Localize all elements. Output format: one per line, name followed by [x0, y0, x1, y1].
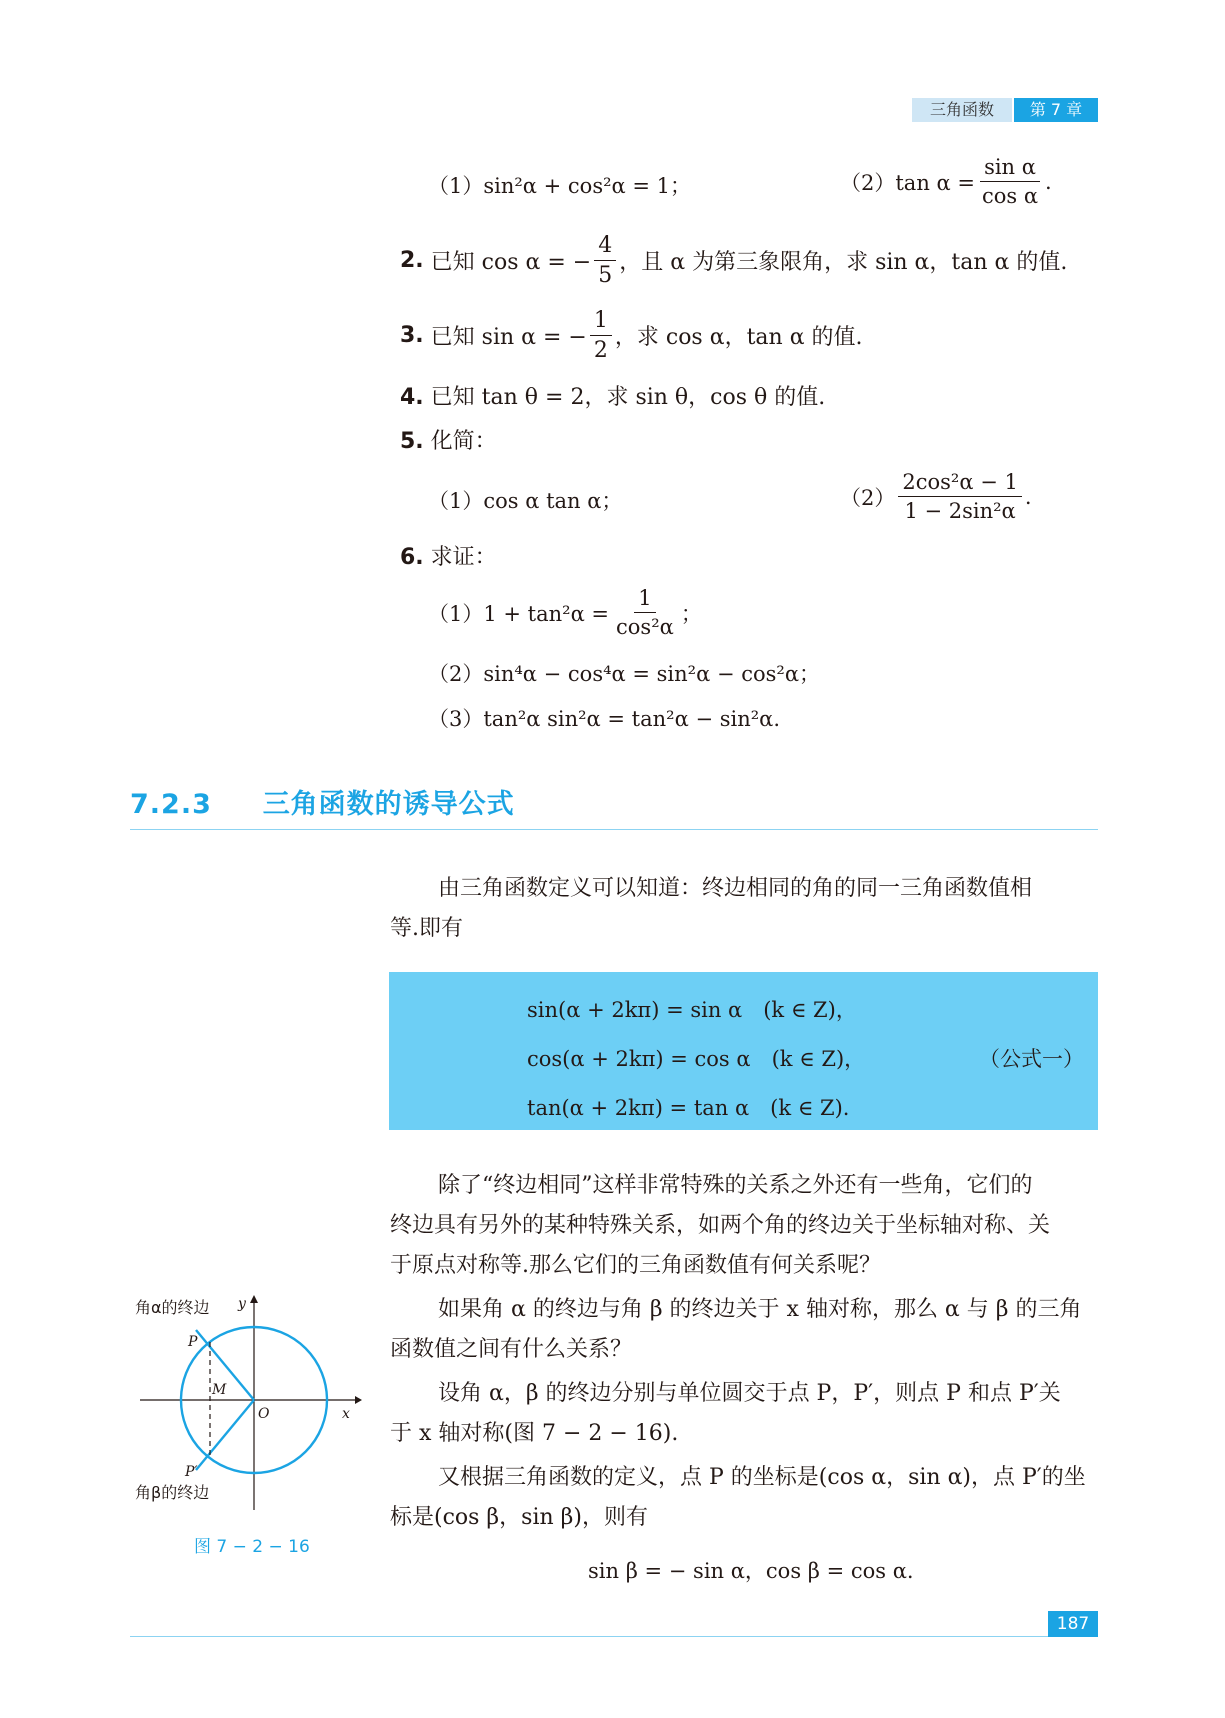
- chapter-number-tab: 第 7 章: [1014, 98, 1098, 122]
- result-equation: sin β = − sin α，cos β = cos α.: [588, 1559, 914, 1583]
- y-axis-arrow: [250, 1295, 258, 1303]
- page-number: 187: [1048, 1611, 1098, 1637]
- exercise-text: ，且 α 为第三象限角，求 sin α，tan α 的值.: [619, 250, 1068, 276]
- chapter-name-tab: 三角函数: [912, 98, 1012, 122]
- exercise-text: 化简：: [430, 429, 497, 454]
- paragraph-4: [390, 1458, 1098, 1538]
- paragraph-line: 如果角 α 的终边与角 β 的终边关于 x 轴对称，那么 α 与 β 的三角: [438, 1297, 1082, 1322]
- paragraph-line: 等.即有: [390, 916, 463, 941]
- fraction: [590, 308, 612, 364]
- fraction-numerator: sin α: [980, 155, 1040, 182]
- exercise-6: [400, 540, 497, 571]
- terminal-side-beta: [196, 1400, 254, 1470]
- origin-label: O: [258, 1406, 270, 1422]
- exercise-1-part-2-prefix: （2）tan α =: [840, 170, 975, 195]
- point-p-label: P: [188, 1334, 198, 1350]
- x-axis-arrow: [355, 1396, 362, 1404]
- exercise-number: 4.: [400, 385, 424, 410]
- exercise-number: 3.: [400, 323, 424, 349]
- exercise-6-part-1-prefix: （1）1 + tan²α =: [428, 601, 610, 626]
- exercise-6-part-3: （3）tan²α sin²α = tan²α − sin²α.: [428, 707, 781, 731]
- fraction: [612, 586, 678, 639]
- paragraph-2: [390, 1290, 1098, 1370]
- paragraph-line: 于原点对称等.那么它们的三角函数值有何关系呢？: [390, 1253, 881, 1278]
- fraction-denominator: 5: [598, 263, 613, 289]
- paragraph-line: 函数值之间有什么关系？: [390, 1337, 633, 1362]
- y-label: y: [238, 1296, 246, 1312]
- exercise-6-part-2: （2）sin⁴α − cos⁴α = sin²α − cos²α；: [428, 662, 820, 686]
- fraction-denominator: cos²α: [616, 615, 674, 640]
- exercise-number: 6.: [400, 545, 424, 570]
- exercise-text: 求证：: [430, 545, 497, 570]
- exercise-5-part-2-prefix: （2）: [840, 485, 896, 510]
- formula-cos: cos(α + 2kπ) = cos α (k ∈ Z)，: [527, 1047, 866, 1071]
- exercise-number: 5.: [400, 429, 424, 454]
- formula-label: （公式一）: [979, 1047, 1084, 1071]
- paragraph-line: 设角 α，β 的终边分别与单位圆交于点 P，P′，则点 P 和点 P′关: [438, 1381, 1061, 1406]
- paragraph-line: 于 x 轴对称(图 7 − 2 − 16).: [390, 1421, 679, 1446]
- fraction-numerator: 1: [590, 308, 612, 336]
- formula-box: [389, 972, 1098, 1130]
- point-m-label: M: [212, 1382, 227, 1398]
- section-heading-text: 三角函数的诱导公式: [262, 789, 515, 820]
- fraction: [898, 470, 1021, 523]
- exercise-text: 已知 cos α = −: [430, 250, 592, 276]
- section-number: 7.2.3: [130, 789, 212, 820]
- section-rule: [130, 829, 1098, 830]
- exercise-text: 已知 tan θ = 2，求 sin θ，cos θ 的值.: [430, 385, 826, 410]
- section-title: [130, 782, 515, 821]
- label-alpha: 角α的终边: [135, 1298, 210, 1317]
- paragraph-1: [390, 1166, 1098, 1286]
- fraction-numerator: 2cos²α − 1: [898, 470, 1021, 497]
- figure-caption: 图 7 − 2 − 16: [194, 1537, 310, 1557]
- paragraph-line: 标是(cos β，sin β)，则有: [390, 1505, 648, 1530]
- exercise-4: [400, 380, 825, 411]
- fraction-denominator: 1 − 2sin²α: [904, 499, 1016, 524]
- fraction-denominator: 2: [593, 338, 608, 364]
- label-beta: 角β的终边: [135, 1483, 210, 1502]
- fraction-denominator: cos α: [981, 184, 1039, 209]
- footer-rule: [130, 1636, 1098, 1637]
- exercise-5: [400, 424, 497, 455]
- x-label: x: [342, 1406, 350, 1422]
- exercise-2: [400, 233, 1067, 289]
- fraction: [594, 233, 616, 289]
- formula-tan: tan(α + 2kπ) = tan α (k ∈ Z).: [527, 1096, 850, 1120]
- formula-sin: sin(α + 2kπ) = sin α (k ∈ Z)，: [527, 998, 857, 1022]
- exercise-5-part-1: （1）cos α tan α；: [428, 489, 623, 513]
- paragraph-3: [390, 1374, 1098, 1454]
- exercise-text: 已知 sin α = −: [430, 325, 587, 351]
- paragraph-line: 终边具有另外的某种特殊关系，如两个角的终边关于坐标轴对称、关: [390, 1213, 1051, 1238]
- exercise-3: [400, 308, 863, 364]
- fraction-numerator: 4: [594, 233, 616, 261]
- fraction: [978, 155, 1042, 208]
- exercise-1-part-2: （2）tan α = $\frac{\text{sin α}}{\text{cos α}}$ .: [840, 155, 1052, 209]
- exercise-text: ，求 cos α，tan α 的值.: [614, 325, 863, 351]
- unit-circle-figure: [130, 1290, 380, 1560]
- paragraph-line: 除了“终边相同”这样非常特殊的关系之外还有一些角，它们的: [438, 1173, 1033, 1198]
- fraction-numerator: 1: [634, 586, 655, 613]
- paragraph-line: 又根据三角函数的定义，点 P 的坐标是(cos α，sin α)，点 P′的坐: [438, 1465, 1086, 1490]
- paragraph-line: 由三角函数定义可以知道：终边相同的角的同一三角函数值相: [438, 876, 1033, 901]
- exercise-5-part-2: （2） $\frac{\text{2cos²α − 1}}{\text{1 − 2sin²α}}$ .: [840, 470, 1032, 524]
- exercise-6-part-1: （1）1 + tan²α = $\frac{1}{\text{cos²α}}$ ；: [428, 586, 702, 640]
- exercise-1-part-1: （1）sin²α + cos²α = 1；: [428, 174, 692, 198]
- intro-paragraph: [390, 869, 1098, 949]
- point-p-prime-label: P′: [185, 1464, 198, 1480]
- exercise-number: 2.: [400, 248, 424, 274]
